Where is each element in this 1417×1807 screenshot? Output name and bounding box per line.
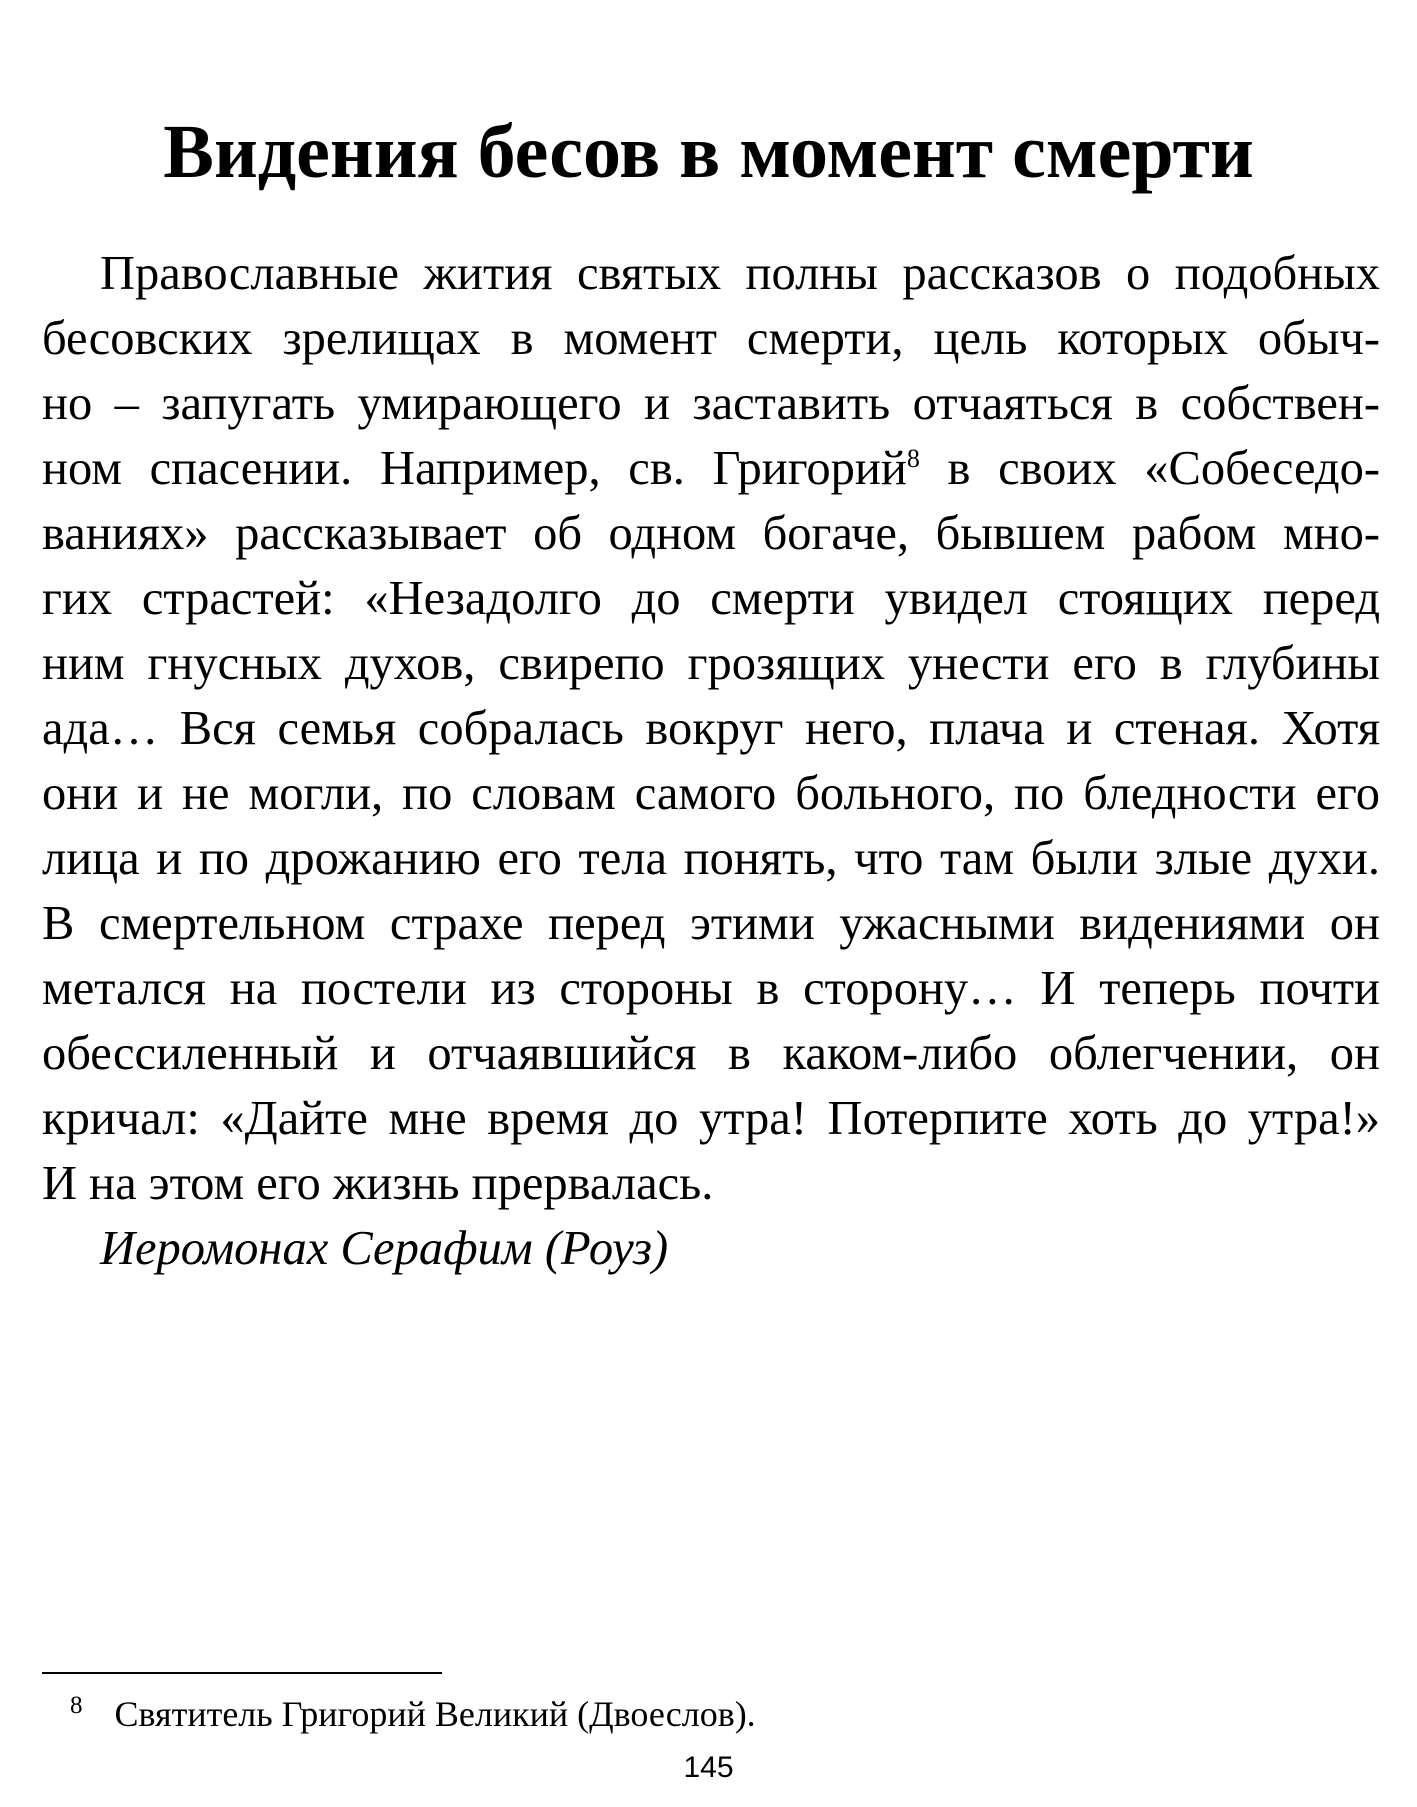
text-line: они и не могли, по словам самого больного, по бледности его (42, 767, 1380, 820)
text-line: бесовских зрелищах в момент смерти, цель которых обыч- (42, 312, 1380, 365)
page-number: 145 (683, 1751, 734, 1784)
footnote-number: 8 (70, 1692, 83, 1719)
text-line: ваниях» рассказывает об одном богаче, бывшем рабом мно- (42, 507, 1380, 560)
footnote-reference[interactable]: 8 (906, 443, 920, 473)
text-line: ада… Вся семья собралась вокруг него, плача и стеная. Хотя (42, 702, 1380, 755)
page-title: Видения бесов в момент смерти (163, 110, 1254, 194)
text-line: лица и по дрожанию его тела понять, что там были злые духи. (42, 832, 1380, 885)
text-line: И на этом его жизнь прервалась. (42, 1157, 714, 1210)
text-line: кричал: «Дайте мне время до утра! Потерпите хоть до утра!» (42, 1092, 1380, 1145)
text-line-segment: ном спасении. Например, св. Григорий (42, 442, 907, 495)
text-line: Православные жития святых полны рассказов о подобных (100, 247, 1380, 300)
text-line: В смертельном страхе перед этими ужасными видениями он (42, 897, 1380, 950)
text-line (42, 436, 1380, 501)
text-line: но – запугать умирающего и заставить отчаяться в собствен- (42, 377, 1380, 430)
footnote (70, 1692, 756, 1736)
text-line: гих страстей: «Незадолго до смерти увидел стоящих перед (42, 572, 1380, 625)
text-line: ним гнусных духов, свирепо грозящих унести его в глубины (42, 637, 1380, 690)
text-line: метался на постели из стороны в сторону… И теперь почти (42, 962, 1380, 1015)
text-line-segment: в своих «Собеседо- (919, 442, 1381, 495)
body-paragraph (42, 241, 1380, 1281)
footnote-text: Святитель Григорий Великий (Двоеслов). (114, 1694, 756, 1734)
footnote-divider (42, 1672, 442, 1674)
author-signature: Иеромонах Серафим (Роуз) (100, 1222, 669, 1275)
text-line: обессиленный и отчаявшийся в каком-либо облегчении, он (42, 1027, 1380, 1080)
